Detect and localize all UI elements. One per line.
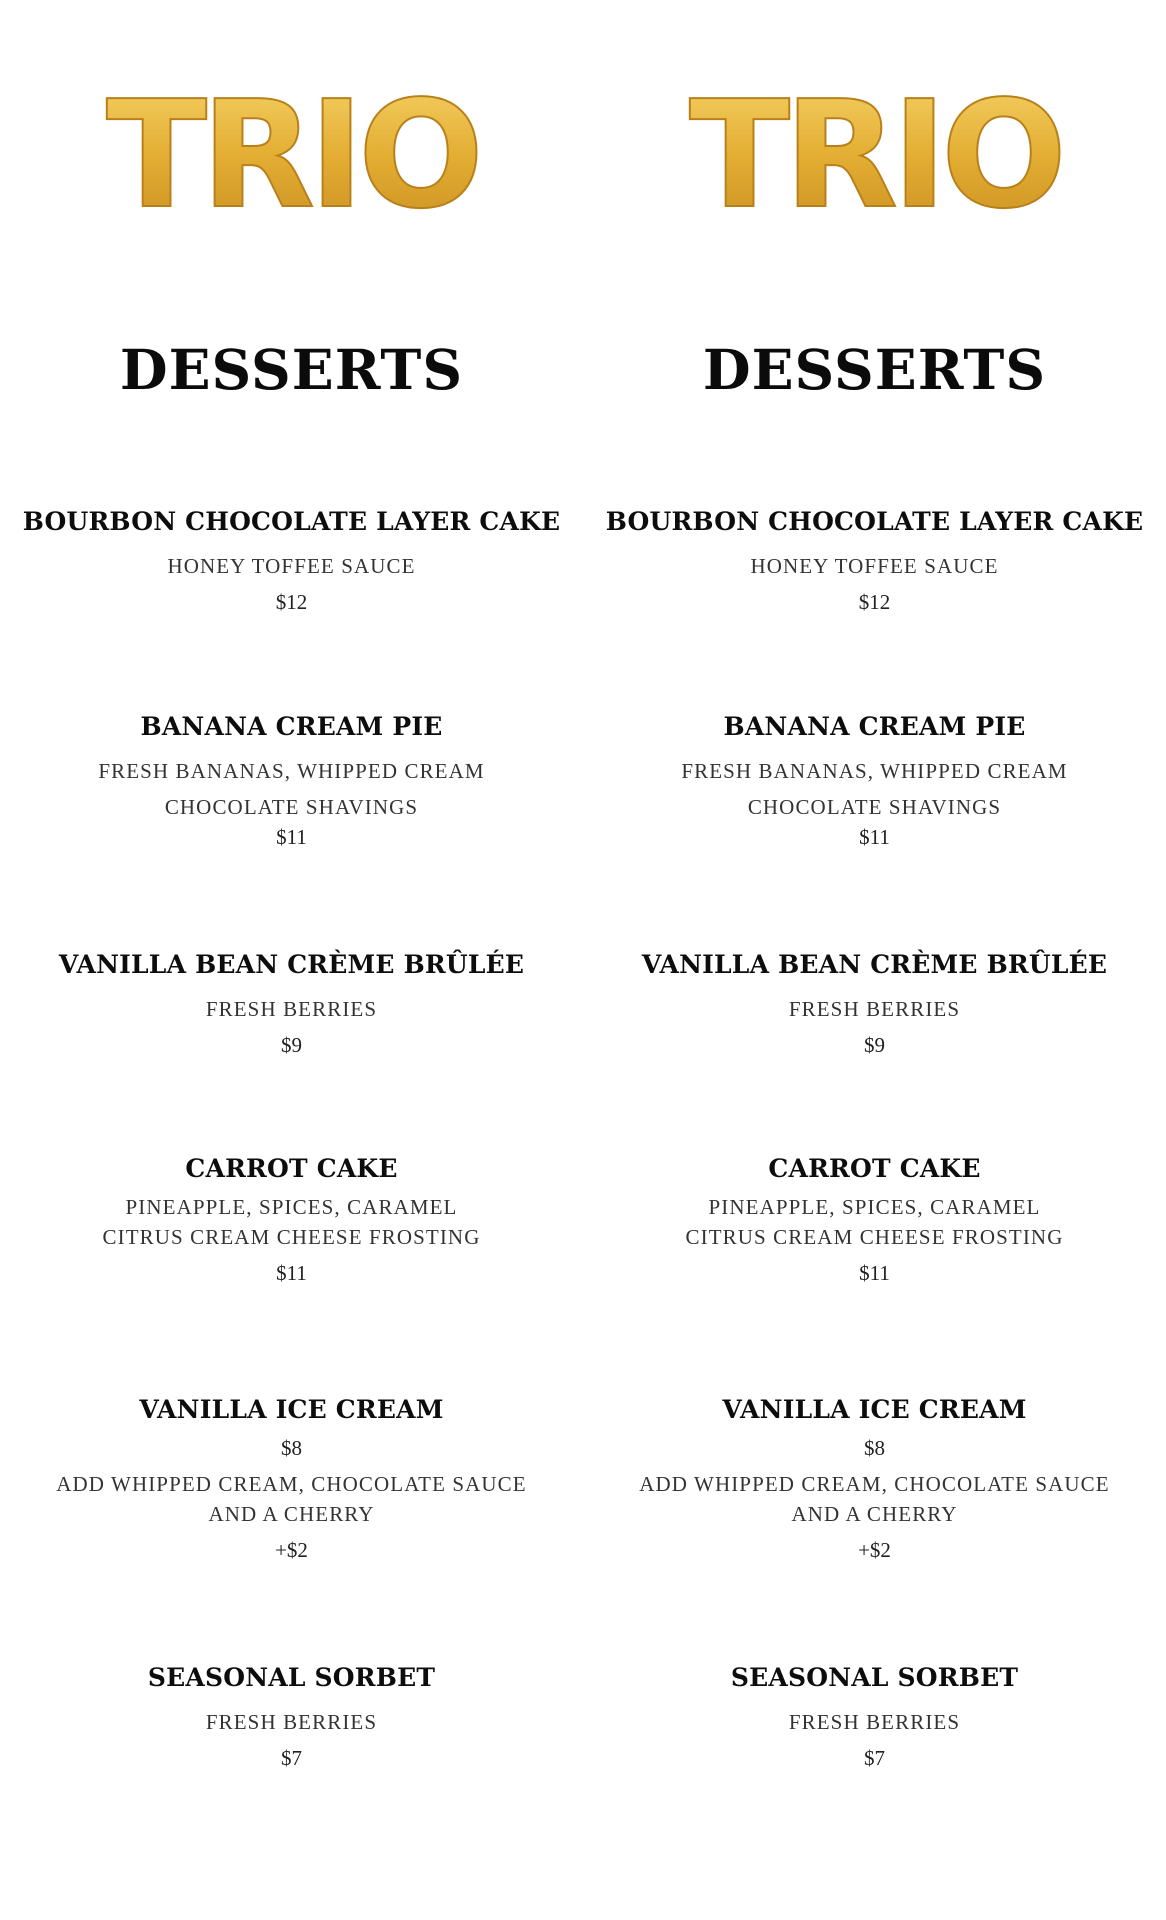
item-description: PINEAPPLE, SPICES, CARAMEL xyxy=(125,1195,458,1219)
menu-item xyxy=(583,948,1166,1060)
item-description: CITRUS CREAM CHEESE FROSTING xyxy=(685,1225,1064,1249)
trio-logo-graphic xyxy=(688,69,1061,241)
item-name: SEASONAL SORBET xyxy=(147,1663,436,1692)
item-name: CARROT CAKE xyxy=(185,1154,398,1183)
item-price: $7 xyxy=(864,1746,885,1770)
trio-logo-graphic xyxy=(105,69,478,241)
item-addon: ADD WHIPPED CREAM, CHOCOLATE SAUCE xyxy=(56,1472,527,1496)
item-name: CARROT CAKE xyxy=(768,1154,981,1183)
trio-logo xyxy=(0,69,583,241)
item-name: VANILLA ICE CREAM xyxy=(139,1395,444,1424)
item-price: $9 xyxy=(281,1033,302,1057)
item-name: VANILLA BEAN CRÈME BRÛLÉE xyxy=(641,950,1108,979)
menu-item xyxy=(0,948,583,1060)
menu-item xyxy=(583,710,1166,852)
item-name: BOURBON CHOCOLATE LAYER CAKE xyxy=(605,507,1144,536)
item-description: HONEY TOFFEE SAUCE xyxy=(167,554,416,578)
item-addon: ADD WHIPPED CREAM, CHOCOLATE SAUCE xyxy=(639,1472,1110,1496)
item-name: BANANA CREAM PIE xyxy=(140,712,443,741)
item-name: VANILLA BEAN CRÈME BRÛLÉE xyxy=(58,950,525,979)
item-description: FRESH BERRIES xyxy=(205,997,378,1021)
item-description: PINEAPPLE, SPICES, CARAMEL xyxy=(708,1195,1041,1219)
item-description: CHOCOLATE SHAVINGS xyxy=(747,795,1002,819)
item-price: $11 xyxy=(276,1261,307,1285)
trio-logo xyxy=(583,69,1166,241)
item-description: FRESH BANANAS, WHIPPED CREAM xyxy=(98,759,485,783)
item-description: CITRUS CREAM CHEESE FROSTING xyxy=(102,1225,481,1249)
item-addon: AND A CHERRY xyxy=(208,1502,375,1526)
menu-item xyxy=(0,1661,583,1773)
menu-item xyxy=(0,1393,583,1565)
menu-item xyxy=(583,1393,1166,1565)
menu-item xyxy=(0,1152,583,1288)
item-price: $8 xyxy=(281,1436,302,1460)
item-description: FRESH BERRIES xyxy=(788,1710,961,1734)
item-price: $12 xyxy=(858,590,891,614)
item-price: $9 xyxy=(864,1033,885,1057)
item-addon: AND A CHERRY xyxy=(791,1502,958,1526)
item-name: SEASONAL SORBET xyxy=(730,1663,1019,1692)
item-price: $11 xyxy=(276,825,307,849)
item-price: $7 xyxy=(281,1746,302,1770)
logo-text: TRIO xyxy=(105,69,478,241)
menu-item xyxy=(583,505,1166,617)
item-description: CHOCOLATE SHAVINGS xyxy=(164,795,419,819)
item-name: VANILLA ICE CREAM xyxy=(722,1395,1027,1424)
item-description: HONEY TOFFEE SAUCE xyxy=(750,554,999,578)
item-price: $8 xyxy=(864,1436,885,1460)
menu-item xyxy=(583,1152,1166,1288)
logo-text: TRIO xyxy=(688,69,1061,241)
item-addon-price: +$2 xyxy=(275,1538,308,1562)
menu-column-right xyxy=(583,0,1166,1920)
item-price: $11 xyxy=(859,825,890,849)
menu-item xyxy=(583,1661,1166,1773)
item-description: FRESH BERRIES xyxy=(205,1710,378,1734)
item-name: BOURBON CHOCOLATE LAYER CAKE xyxy=(22,507,561,536)
item-addon-price: +$2 xyxy=(858,1538,891,1562)
item-price: $12 xyxy=(275,590,308,614)
menu-item xyxy=(0,710,583,852)
section-heading: DESSERTS xyxy=(119,337,464,402)
item-price: $11 xyxy=(859,1261,890,1285)
item-description: FRESH BANANAS, WHIPPED CREAM xyxy=(681,759,1068,783)
item-name: BANANA CREAM PIE xyxy=(723,712,1026,741)
menu-item xyxy=(0,505,583,617)
item-description: FRESH BERRIES xyxy=(788,997,961,1021)
section-heading: DESSERTS xyxy=(702,337,1047,402)
